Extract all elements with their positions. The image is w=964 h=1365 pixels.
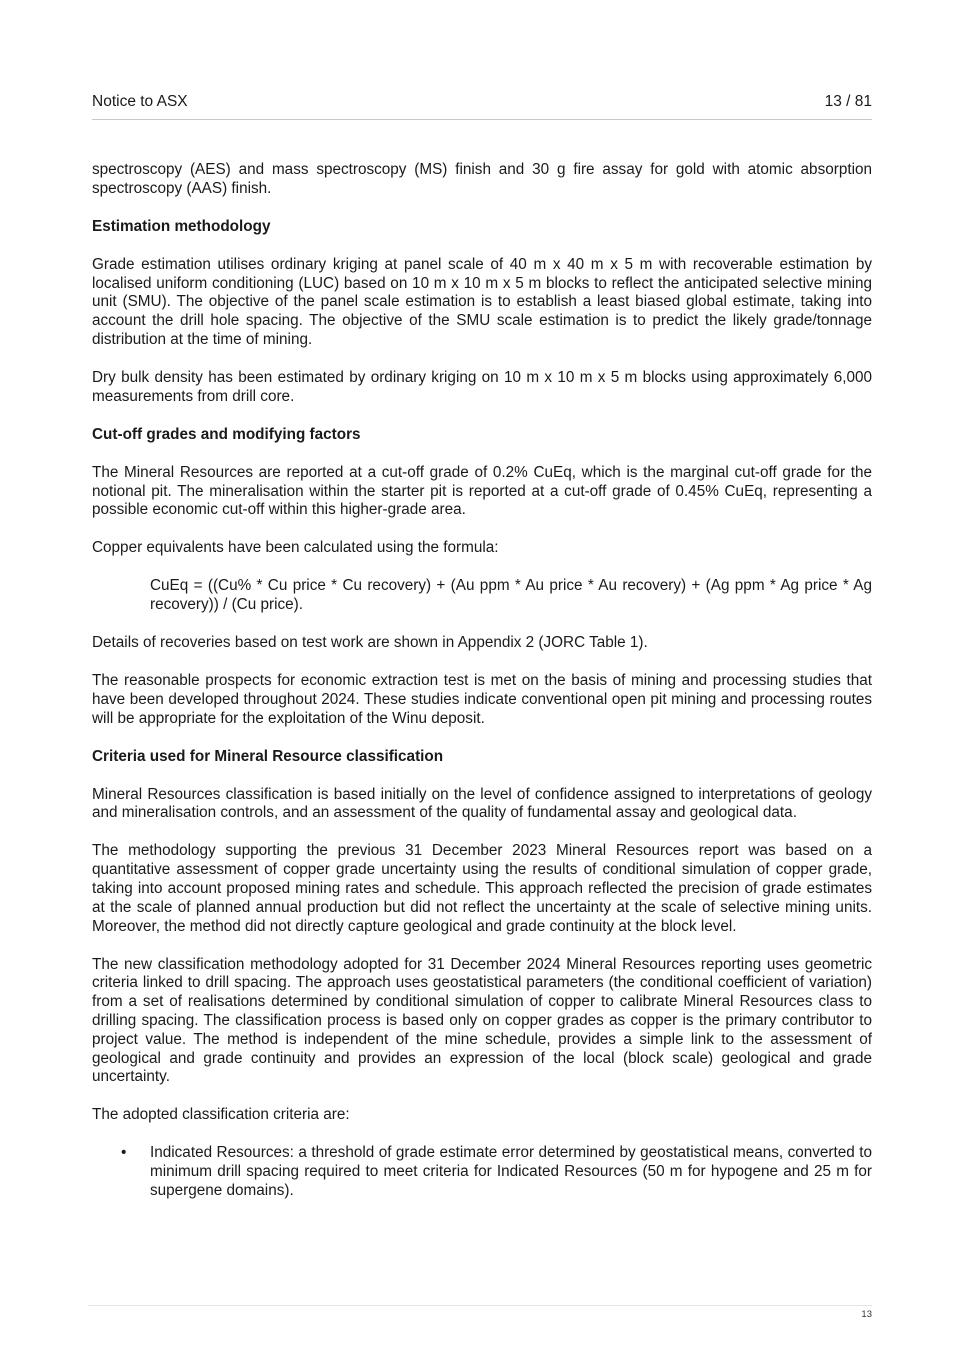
heading-estimation-methodology: Estimation methodology bbox=[92, 217, 271, 235]
paragraph-criteria-2: The methodology supporting the previous 31 December 2023 Mineral Resources report was based on a quantitative assessment of copper grade uncertainty using the results of conditional simulation of copper grade, taking into account proposed mining rates and schedule. This approach reflected the precision of grade estimates at the scale of planned annual production but did not reflect the uncertainty at the scale of selective mining units. Moreover, the method did not directly capture geological and grade continuity at the block level. bbox=[92, 842, 872, 935]
paragraph-cutoff-4: The reasonable prospects for economic extraction test is met on the basis of mining and processing studies that have been developed throughout 2024. These studies indicate conventional open pit mining and processing routes will be appropriate for the exploitation of the Winu deposit. bbox=[92, 672, 872, 727]
bullet-marker: • bbox=[121, 1144, 127, 1162]
paragraph-criteria-3: The new classification methodology adopted for 31 December 2024 Mineral Resources reporting uses geometric criteria linked to drill spacing. The approach uses geostatistical parameters (the conditional coefficient of variation) from a set of realisations determined by conditional simulation of copper to calibrate Mineral Resources class to drilling spacing. The classification process is based only on copper grades as copper is the primary contributor to project value. The method is independent of the mine schedule, provides a simple link to the assessment of geological and grade continuity and provides an expression of the local (block scale) geological and grade uncertainty. bbox=[92, 955, 872, 1086]
list-item-text: Indicated Resources: a threshold of grade estimate error determined by geostatistical means, converted to minimum drill spacing required to meet criteria for Indicated Resources (50 m for hypogene and 25 m for supergene domains). bbox=[150, 1144, 872, 1199]
document-body bbox=[92, 161, 872, 1201]
paragraph-cutoff-1: The Mineral Resources are reported at a cut-off grade of 0.2% CuEq, which is the marginal cut-off grade for the notional pit. The mineralisation within the starter pit is reported at a cut-off grade of 0.45% CuEq, representing a possible economic cut-off within this higher-grade area. bbox=[92, 463, 872, 519]
paragraph-criteria-1: Mineral Resources classification is based initially on the level of confidence assigned to interpretations of geology and mineralisation controls, and an assessment of the quality of fundamental assay and geological data. bbox=[92, 785, 872, 822]
list-item bbox=[92, 1144, 872, 1200]
footer-divider bbox=[88, 1305, 872, 1306]
paragraph-criteria-4: The adopted classification criteria are: bbox=[92, 1106, 350, 1124]
paragraph-estimation-2: Dry bulk density has been estimated by ordinary kriging on 10 m x 10 m x 5 m blocks using approximately 6,000 measurements from drill core. bbox=[92, 368, 872, 405]
paragraph-estimation-1: Grade estimation utilises ordinary kriging at panel scale of 40 m x 40 m x 5 m with recoverable estimation by localised uniform conditioning (LUC) based on 10 m x 10 m x 5 m blocks to reflect the anticipated selective mining unit (SMU). The objective of the panel scale estimation is to establish a least biased global estimate, taking into account the drill hole spacing. The objective of the SMU scale estimation is to predict the likely grade/tonnage distribution at the time of mining. bbox=[92, 255, 872, 348]
document-title: Notice to ASX bbox=[92, 93, 188, 110]
heading-cutoff-grades: Cut-off grades and modifying factors bbox=[92, 425, 361, 443]
paragraph-cutoff-2: Copper equivalents have been calculated using the formula: bbox=[92, 539, 499, 557]
cueq-formula: CuEq = ((Cu% * Cu price * Cu recovery) + (Au ppm * Au price * Au recovery) + (Ag ppm * Ag price * Ag recovery)) / (Cu price). bbox=[150, 577, 872, 614]
criteria-list bbox=[92, 1144, 872, 1200]
footer-page-number: 13 bbox=[861, 1309, 872, 1320]
heading-classification-criteria: Criteria used for Mineral Resource classification bbox=[92, 747, 444, 765]
page-header bbox=[92, 92, 872, 120]
paragraph-intro: spectroscopy (AES) and mass spectroscopy (MS) finish and 30 g fire assay for gold with atomic absorption spectroscopy (AAS) finish. bbox=[92, 161, 872, 197]
page-counter: 13 / 81 bbox=[824, 93, 872, 110]
paragraph-cutoff-3: Details of recoveries based on test work are shown in Appendix 2 (JORC Table 1). bbox=[92, 634, 648, 652]
